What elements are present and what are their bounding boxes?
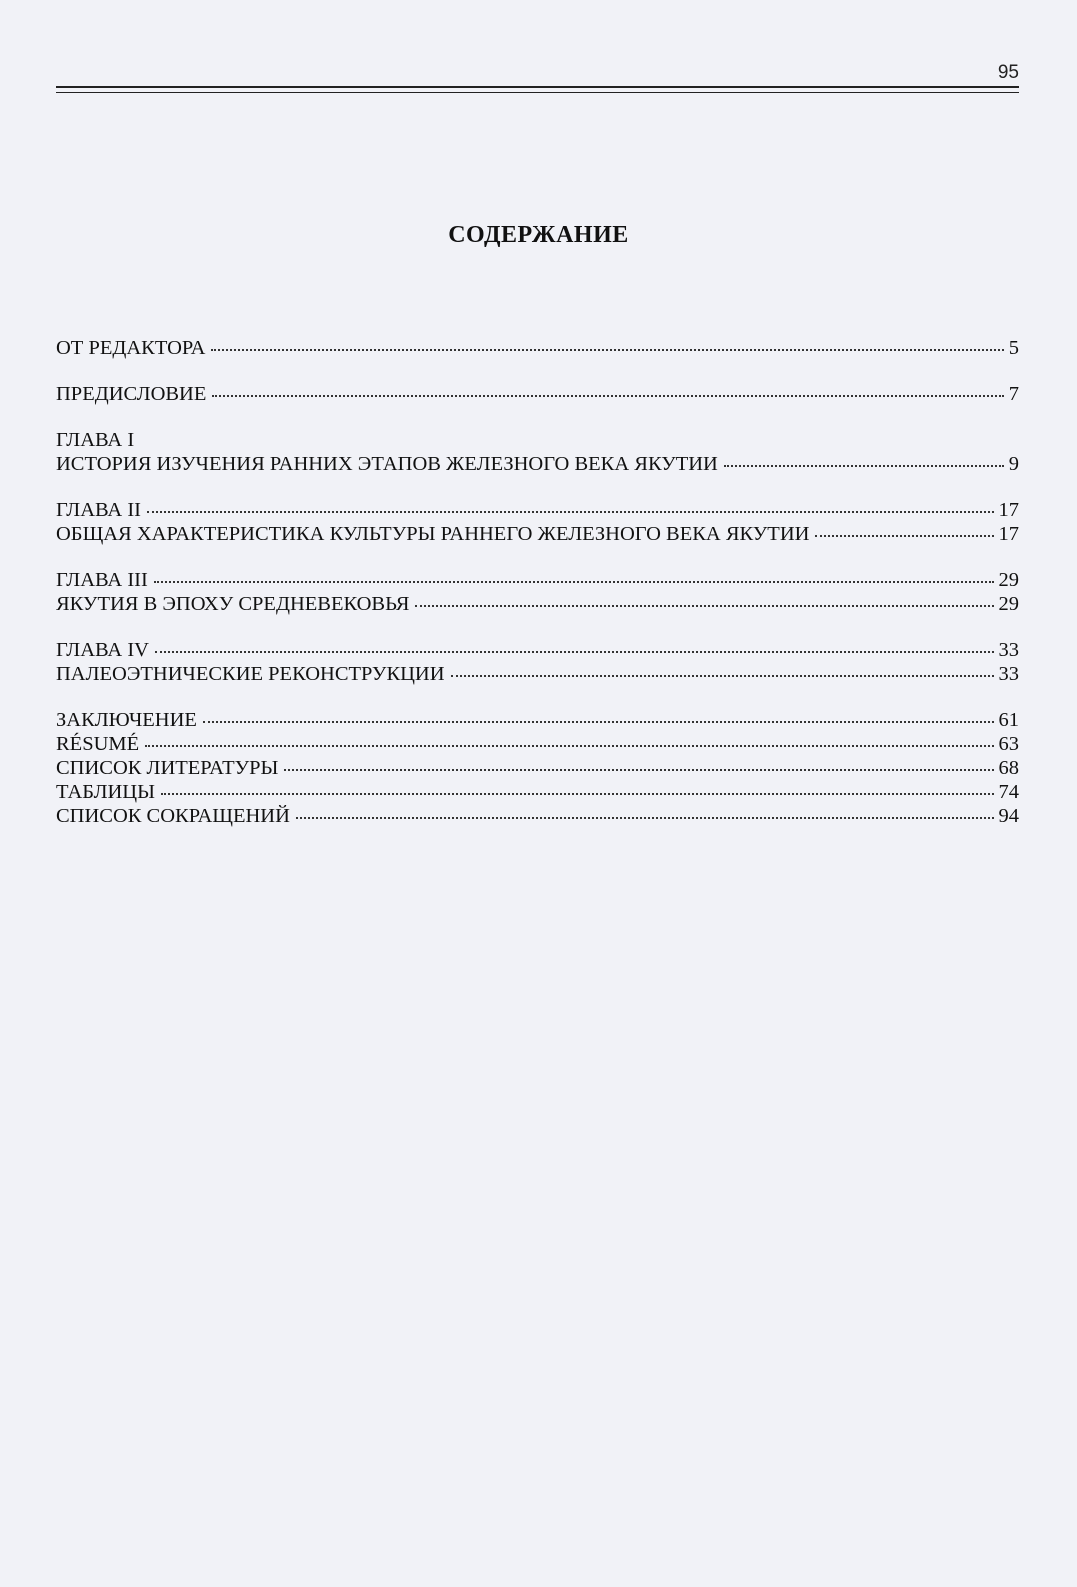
toc-entry-page: 29 bbox=[998, 593, 1019, 615]
toc-entry-label: ПРЕДИСЛОВИЕ bbox=[56, 383, 207, 405]
toc-entry-label: ИСТОРИЯ ИЗУЧЕНИЯ РАННИХ ЭТАПОВ ЖЕЛЕЗНОГО ВЕКА ЯКУТИИ bbox=[56, 453, 718, 475]
leader-dots bbox=[154, 580, 994, 583]
toc-entry-page: 5 bbox=[1008, 337, 1019, 359]
toc-group-chapter-4 bbox=[56, 638, 1019, 686]
toc-entry-page: 61 bbox=[998, 709, 1019, 731]
toc-entry-label: RÉSUMÉ bbox=[56, 733, 140, 755]
leader-dots bbox=[212, 394, 1003, 397]
toc-chapter-heading[interactable] bbox=[56, 498, 1019, 522]
leader-dots bbox=[147, 510, 994, 513]
leader-dots bbox=[451, 674, 994, 677]
toc-entry-label: СПИСОК ЛИТЕРАТУРЫ bbox=[56, 757, 279, 779]
toc-entry-page: 9 bbox=[1008, 453, 1019, 475]
toc-entry[interactable] bbox=[56, 592, 1019, 616]
leader-dots bbox=[415, 604, 993, 607]
toc-entry-page: 29 bbox=[998, 569, 1019, 591]
header-rule-top bbox=[56, 86, 1019, 88]
leader-dots bbox=[211, 348, 1003, 351]
toc-chapter-heading-label: ГЛАВА II bbox=[56, 499, 141, 521]
toc-chapter-heading bbox=[56, 428, 1019, 452]
toc-chapter-heading-label: ГЛАВА I bbox=[56, 429, 135, 451]
page-number: 95 bbox=[997, 62, 1019, 83]
toc-entry[interactable] bbox=[56, 452, 1019, 476]
toc-entry-page: 63 bbox=[998, 733, 1019, 755]
toc-chapter-heading-label: ГЛАВА III bbox=[56, 569, 148, 591]
toc-entry[interactable] bbox=[56, 522, 1019, 546]
toc-entry[interactable] bbox=[56, 336, 1019, 360]
toc-entry-label: ЗАКЛЮЧЕНИЕ bbox=[56, 709, 197, 731]
toc-group-preface bbox=[56, 382, 1019, 406]
toc-group-editor bbox=[56, 336, 1019, 360]
toc-entry-label: ПАЛЕОЭТНИЧЕСКИЕ РЕКОНСТРУКЦИИ bbox=[56, 663, 445, 685]
toc-entry-page: 17 bbox=[998, 499, 1019, 521]
leader-dots bbox=[203, 720, 994, 723]
toc-entry-label: ЯКУТИЯ В ЭПОХУ СРЕДНЕВЕКОВЬЯ bbox=[56, 593, 410, 615]
leader-dots bbox=[161, 792, 994, 795]
toc-entry-page: 33 bbox=[998, 663, 1019, 685]
toc-group-chapter-2 bbox=[56, 498, 1019, 546]
leader-dots bbox=[815, 534, 993, 537]
toc-entry-page: 17 bbox=[998, 523, 1019, 545]
toc-entry-page: 74 bbox=[998, 781, 1019, 803]
toc-entry[interactable] bbox=[56, 662, 1019, 686]
leader-dots bbox=[145, 744, 993, 747]
toc-entry-label: ОБЩАЯ ХАРАКТЕРИСТИКА КУЛЬТУРЫ РАННЕГО ЖЕЛЕЗНОГО ВЕКА ЯКУТИИ bbox=[56, 523, 810, 545]
toc-entry-page: 33 bbox=[998, 639, 1019, 661]
toc-chapter-heading[interactable] bbox=[56, 568, 1019, 592]
leader-dots bbox=[284, 768, 993, 771]
toc-entry-page: 94 bbox=[998, 805, 1019, 827]
header-rule-bottom bbox=[56, 92, 1019, 93]
toc-entry[interactable] bbox=[56, 804, 1019, 828]
toc-entry-label: СПИСОК СОКРАЩЕНИЙ bbox=[56, 805, 290, 827]
toc-entry[interactable] bbox=[56, 756, 1019, 780]
leader-dots bbox=[155, 650, 994, 653]
leader-dots bbox=[296, 816, 994, 819]
toc-group-chapter-1 bbox=[56, 428, 1019, 476]
toc-entry-page: 7 bbox=[1008, 383, 1019, 405]
toc-entry-label: ТАБЛИЦЫ bbox=[56, 781, 155, 803]
toc-entry[interactable] bbox=[56, 732, 1019, 756]
toc-entry-label: ОТ РЕДАКТОРА bbox=[56, 337, 206, 359]
toc-entry-page: 68 bbox=[998, 757, 1019, 779]
toc-group-back-matter bbox=[56, 708, 1019, 828]
toc-entry[interactable] bbox=[56, 708, 1019, 732]
toc-group-chapter-3 bbox=[56, 568, 1019, 616]
toc-chapter-heading-label: ГЛАВА IV bbox=[56, 639, 149, 661]
leader-dots bbox=[724, 464, 1004, 467]
toc-entry[interactable] bbox=[56, 780, 1019, 804]
page-title: СОДЕРЖАНИЕ bbox=[448, 222, 629, 248]
toc-chapter-heading[interactable] bbox=[56, 638, 1019, 662]
table-of-contents bbox=[56, 336, 1019, 850]
toc-entry[interactable] bbox=[56, 382, 1019, 406]
